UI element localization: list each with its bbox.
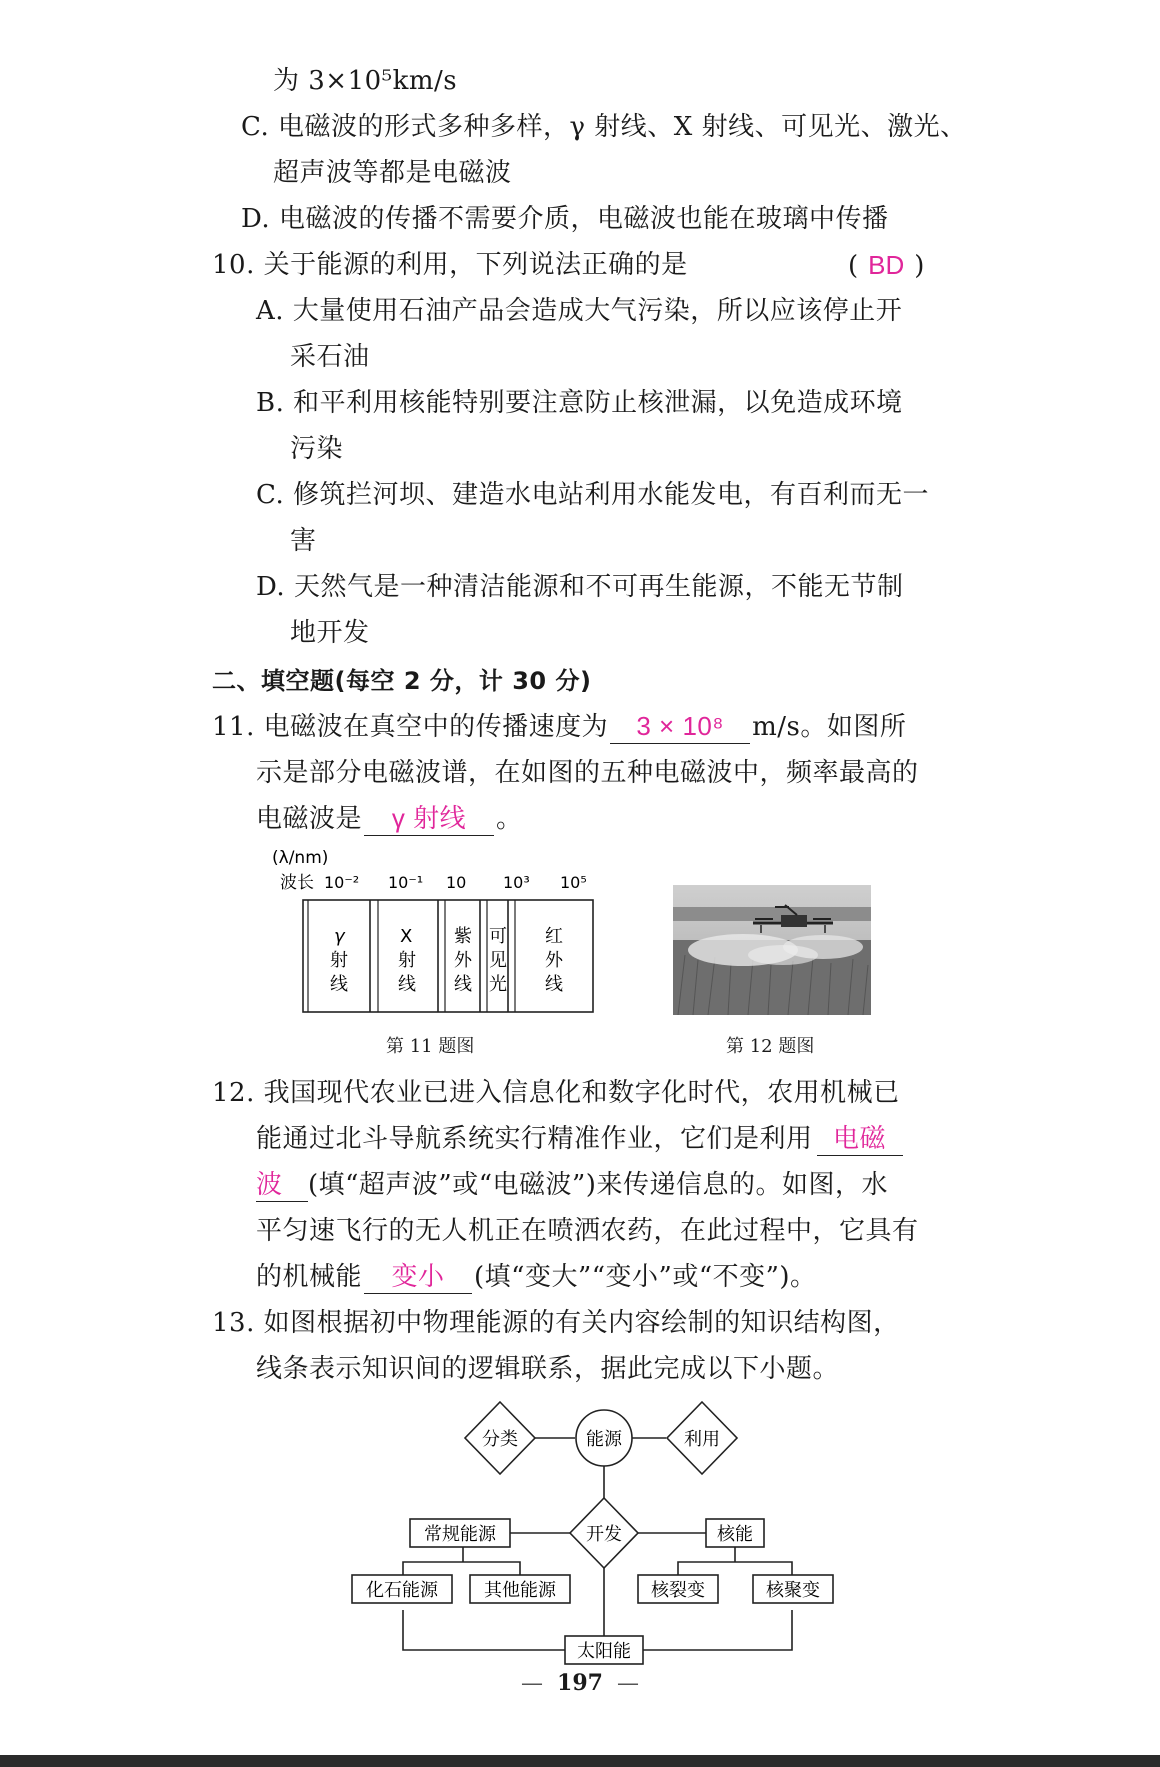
q11-blank-2 <box>364 802 494 836</box>
svg-text:光: 光 <box>489 974 507 995</box>
svg-text:线: 线 <box>545 974 563 995</box>
bottom-bar <box>0 1755 1160 1767</box>
svg-text:能源: 能源 <box>586 1429 622 1450</box>
band-gamma <box>330 926 348 995</box>
q12-blank-2 <box>364 1260 472 1294</box>
spectrum-unit: (λ/nm) <box>272 848 329 868</box>
q12-answer-2: 变小 <box>391 1261 445 1291</box>
q10-answer: BD <box>868 250 905 280</box>
page-number: 197 <box>557 1670 603 1696</box>
q10-option-d-cont: 地开发 <box>290 618 370 648</box>
svg-text:X: X <box>400 926 413 947</box>
svg-text:γ: γ <box>334 926 345 947</box>
svg-text:射: 射 <box>398 950 416 971</box>
node-classify <box>465 1402 535 1474</box>
q11-stem-post: m/s。如图所 <box>752 712 907 742</box>
figure-11-caption: 第 11 题图 <box>386 1036 475 1057</box>
node-fusion <box>753 1575 833 1603</box>
page-dash-right: — <box>616 1671 639 1696</box>
figure-12-caption: 第 12 题图 <box>726 1036 815 1057</box>
svg-text:线: 线 <box>398 974 416 995</box>
q11-answer-2: γ 射线 <box>391 803 467 833</box>
svg-text:可: 可 <box>489 926 507 947</box>
svg-text:见: 见 <box>489 950 507 971</box>
q12-line3 <box>256 1168 888 1202</box>
q12-line2-text: 能通过北斗导航系统实行精准作业，它们是利用 <box>256 1124 813 1154</box>
q11-stem: 11. 电磁波在真空中的传播速度为 <box>212 712 609 742</box>
svg-text:紫: 紫 <box>454 926 472 947</box>
q9-option-c-cont: 超声波等都是电磁波 <box>273 158 512 188</box>
spectrum-tick-1: 10⁻² <box>324 873 360 892</box>
svg-text:红: 红 <box>545 926 563 947</box>
drone-photo <box>673 885 871 1015</box>
node-fossil <box>352 1575 452 1603</box>
spectrum-tick-5: 10⁵ <box>560 873 587 892</box>
q9-option-d: D. 电磁波的传播不需要介质，电磁波也能在玻璃中传播 <box>241 204 889 234</box>
svg-text:外: 外 <box>454 950 472 971</box>
q12-answer-1a: 电磁 <box>833 1123 887 1153</box>
q10-option-b: B. 和平利用核能特别要注意防止核泄漏，以免造成环境 <box>256 388 903 418</box>
q11-line2: 示是部分电磁波谱，在如图的五种电磁波中，频率最高的 <box>256 758 919 788</box>
svg-text:核聚变: 核聚变 <box>766 1580 820 1601</box>
q12-line1: 12. 我国现代农业已进入信息化和数字化时代，农用机械已 <box>212 1078 900 1108</box>
q12-line5 <box>256 1260 817 1294</box>
svg-text:射: 射 <box>330 950 348 971</box>
q11-line3-pre: 电磁波是 <box>256 804 363 834</box>
page-dash-left: — <box>521 1671 544 1696</box>
q11-line3 <box>256 802 523 836</box>
q13-line1: 13. 如图根据初中物理能源的有关内容绘制的知识结构图， <box>212 1308 900 1338</box>
svg-text:利用: 利用 <box>684 1429 720 1450</box>
q10-stem: 10. 关于能源的利用，下列说法正确的是 <box>212 250 688 280</box>
spectrum-tick-2: 10⁻¹ <box>388 873 424 892</box>
q12-line5-pre: 的机械能 <box>256 1262 363 1292</box>
node-develop <box>570 1498 638 1568</box>
q10-option-b-cont: 污染 <box>290 434 344 464</box>
q9-b-continuation: 为 3×10⁵km/s <box>273 66 458 96</box>
q10-option-a-cont: 采石油 <box>290 342 370 372</box>
q11-answer-1: 3 × 10⁸ <box>636 711 724 741</box>
svg-text:外: 外 <box>545 950 563 971</box>
q10-option-c-cont: 害 <box>290 526 317 556</box>
q12-line5-post: (填“变大”“变小”或“不变”)。 <box>474 1262 817 1292</box>
node-other <box>470 1575 570 1603</box>
q11-line1 <box>212 710 906 744</box>
node-energy <box>576 1410 632 1466</box>
svg-text:常规能源: 常规能源 <box>424 1524 496 1545</box>
energy-diagram <box>340 1400 840 1670</box>
q12-line2 <box>256 1122 903 1156</box>
q10-option-d: D. 天然气是一种清洁能源和不可再生能源，不能无节制 <box>256 572 904 602</box>
band-infrared <box>545 926 564 995</box>
node-fission <box>638 1575 718 1603</box>
spectrum-tick-4: 10³ <box>503 873 530 892</box>
node-conventional <box>410 1519 510 1547</box>
q13-line2: 线条表示知识间的逻辑联系，据此完成以下小题。 <box>256 1354 840 1384</box>
svg-text:线: 线 <box>330 974 348 995</box>
band-visible <box>489 926 507 995</box>
q12-line4: 平匀速飞行的无人机正在喷洒农药，在此过程中，它具有 <box>256 1216 919 1246</box>
q10-option-c: C. 修筑拦河坝、建造水电站利用水能发电，有百利而无一 <box>256 480 929 510</box>
band-xray <box>398 926 416 995</box>
spectrum-wavelength-label: 波长 <box>280 873 314 893</box>
band-ultraviolet <box>454 926 473 995</box>
svg-text:核裂变: 核裂变 <box>651 1580 705 1601</box>
q12-line3-text: (填“超声波”或“电磁波”)来传递信息的。如图，水 <box>308 1170 888 1200</box>
svg-text:化石能源: 化石能源 <box>366 1580 438 1601</box>
svg-text:核能: 核能 <box>717 1524 753 1545</box>
q10-option-a: A. 大量使用石油产品会造成大气污染，所以应该停止开 <box>256 296 903 326</box>
svg-text:太阳能: 太阳能 <box>577 1641 631 1662</box>
q11-blank-1 <box>610 710 750 744</box>
svg-text:线: 线 <box>454 974 472 995</box>
page-number-row <box>0 1670 1160 1696</box>
node-solar <box>565 1636 643 1664</box>
svg-text:开发: 开发 <box>586 1524 622 1545</box>
svg-text:其他能源: 其他能源 <box>484 1580 556 1601</box>
q12-answer-1b: 波 <box>256 1169 283 1199</box>
q12-blank-1a <box>817 1122 903 1156</box>
spectrum-tick-3: 10 <box>446 873 467 892</box>
q12-blank-1b <box>256 1168 308 1202</box>
svg-text:分类: 分类 <box>482 1429 518 1450</box>
spectrum-figure <box>270 845 600 1020</box>
q10-answer-bracket: ( BD ) <box>848 250 925 281</box>
node-nuclear <box>706 1519 764 1547</box>
q11-line3-post: 。 <box>496 804 523 834</box>
q9-option-c: C. 电磁波的形式多种多样，γ 射线、X 射线、可见光、激光、 <box>241 112 967 142</box>
section-title: 二、填空题(每空 2 分，计 30 分) <box>212 667 592 695</box>
node-use <box>667 1402 737 1474</box>
